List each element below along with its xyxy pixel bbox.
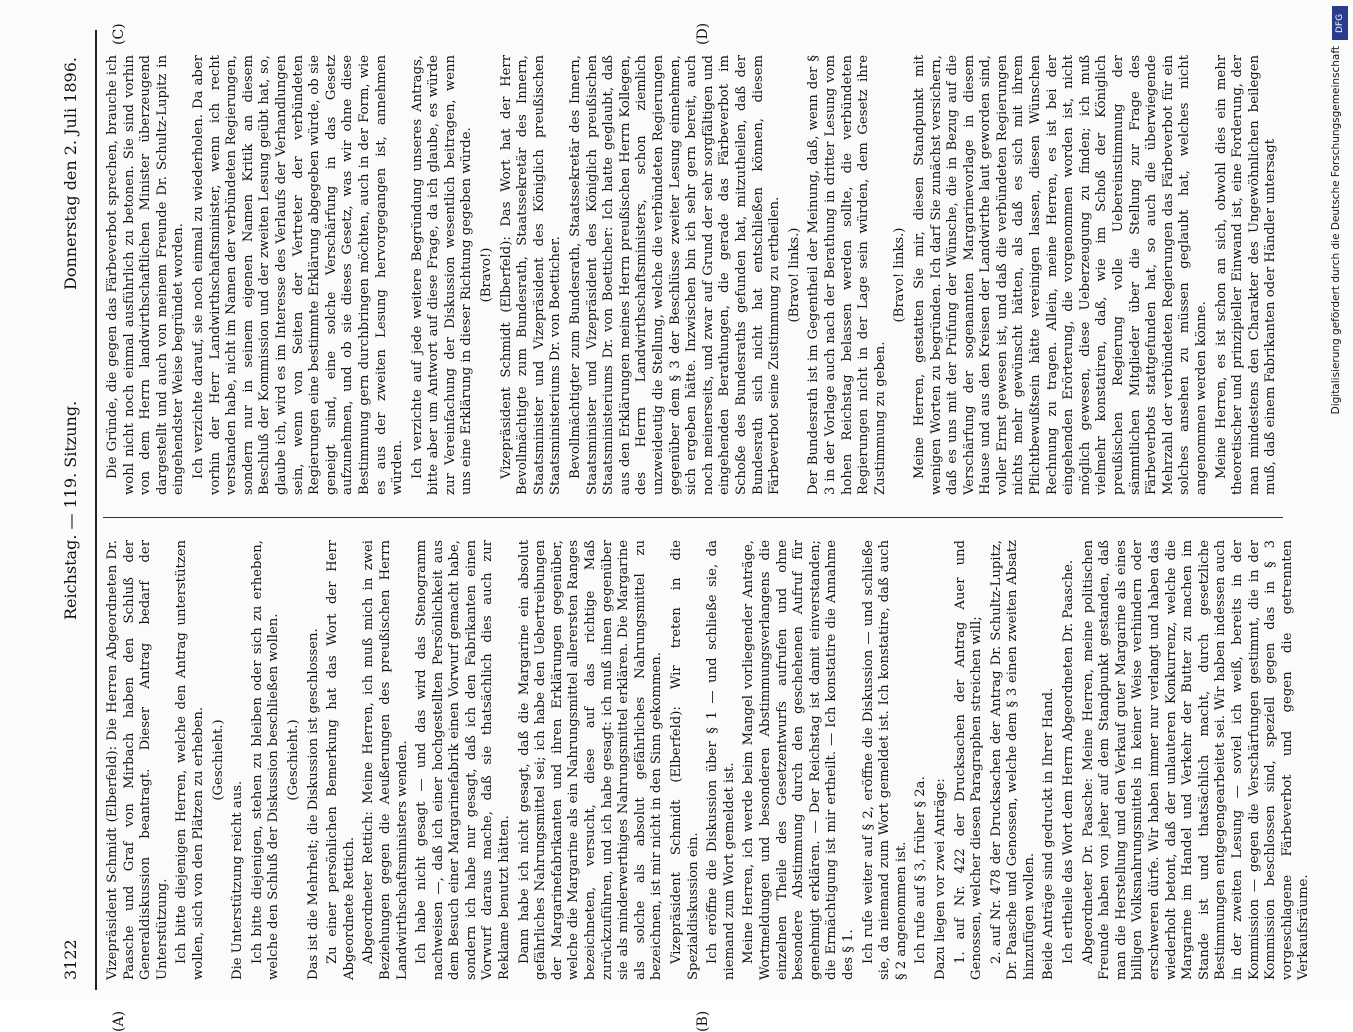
paragraph: Beide Anträge sind gedruckt in Ihrer Hand. — [1041, 687, 1057, 980]
paragraph: Ich ertheile das Wort dem Herrn Abgeordneten Dr. Paasche. — [1061, 559, 1077, 964]
paragraph: Ich rufe auf § 3, früher § 2a. — [913, 776, 929, 964]
stage-direction: (Geschieht.) — [210, 719, 226, 801]
paragraph: Meine Herren, es ist schon an sich, obwohl dies ein mehr theoretischer und prinzipieller Einwand ist, eine Forderung, der man mindestens den Charakter des Ungewöhnlichen beilegen muß, daß einem Fabrikanten oder Händler untersagt — [1213, 55, 1279, 495]
list-item: 2. auf Nr. 478 der Drucksachen der Antrag Dr. Schultz-Lupitz, Dr. Paasche und Genossen, welche dem § 3 einen zweiten Absatz hinzufügen wollen. — [988, 540, 1037, 980]
paragraph: Bevollmächtigter zum Bundesrath, Staatssekretär des Innern, Staatsminister und Vizepräsident des Königlich preußischen Staatsministeriums Dr. von Boetticher: Ich hatte geglaubt, daß aus den Erklärungen meines Herrn preußischen Herrn Kollegen, des Herrn Landwirthschaftsministers, schon ziemlich unzweideutig die Stellung, welche die verbündeten Regierungen gegenüber dem § 3 der Beschlüsse zweiter Lesung einnehmen, sich ergeben hätte. Inzwischen bin ich sehr gern bereit, auch noch meinerseits, und zwar auf Grund der sehr sorgfältigen und eingehenden Berathungen, die gerade das Färbeverbot im Schoße des Bundesraths gefunden hat, mitzutheilen, daß der Bundesrath sich nicht hat entschließen können, diesem Färbeverbot seine Zustimmung zu ertheilen. — [568, 55, 783, 495]
margin-mark-c: (C) — [111, 23, 127, 45]
paragraph: Ich bitte diejenigen, stehen zu bleiben oder sich zu erheben, welche den Schluß der Diskussion beschließen wollen. — [249, 540, 282, 980]
paragraph: Vizepräsident Schmidt (Elberfeld): Die Herren Abgeordneten Dr. Paasche und Graf von Mirbach haben den Schluß der Generaldiskussion beantragt. Dieser Antrag bedarf der Unterstützung. — [105, 540, 170, 980]
paragraph: Ich habe nicht gesagt — und das wird das Stenogramm nachweisen —, daß ich einer hochgestellten Persönlichkeit aus dem Besuch einer Margarinefabrik einen Vorwurf gemacht habe, sondern ich habe nur gesagt, daß ich den Fabrikanten einen Vorwurf daraus mache, daß sie thatsächlich dies auch zur Reklame benutzt hätten. — [414, 540, 513, 980]
dfg-logo: DFG — [1332, 6, 1348, 40]
paragraph: Das ist die Mehrheit; die Diskussion ist geschlossen. — [305, 628, 321, 980]
credit-text: Digitalisierung gefördert durch die Deutsche Forschungsgemeinschaft — [1330, 46, 1342, 415]
paragraph: Die Unterstützung reicht aus. — [230, 780, 246, 980]
header-rule — [95, 30, 97, 990]
paragraph: Dann habe ich nicht gesagt, daß die Margarine ein absolut gefährliches Nahrungsmittel sei; ich habe den Uebertreibungen der Margarinefabrikanten und ihren Erklärungen gegenüber, welche die Margarine als ein Nahrungsmittel allerersten Ranges bezeichneten, versucht, diese auf das richtige Maß zurückzuführen, und ich habe gesagt: ich muß ihnen gegenüber sie als minderwerthiges Nahrungsmittel erklären. Die Margarine als solche als absolut gefährliches Nahrungsmittel zu bezeichnen, ist mir nicht in den Sinn gekommen. — [516, 540, 665, 980]
paragraph: Ich bitte diejenigen Herren, welche den Antrag unterstützen wollen, sich von den Plätzen zu erheben. — [174, 540, 206, 980]
margin-mark-a: (A) — [111, 1010, 127, 1032]
stage-direction: (Bravo! links.) — [786, 227, 802, 323]
paragraph: Vizepräsident Schmidt (Elberfeld): Wir treten in die Spezialdiskussion ein. — [669, 540, 701, 980]
paragraph: Meine Herren, ich werde beim Mangel vorliegender Anträge, Wortmeldungen und besonderen Abstimmungsverlangens die einzelnen Theile des Gesetzentwurfs aufrufen und ohne besondere Abstimmung durch den geschehenen Aufruf für genehmigt erklären. — Der Reichstag ist damit einverstanden; die Ermächtigung ist mir ertheilt. — Ich konstatire die Annahme des § 1. — [741, 540, 856, 980]
stage-direction: (Bravo!) — [479, 247, 495, 303]
paragraph: Abgeordneter Dr. Paasche: Meine Herren, meine politischen Freunde haben von jeher auf dem Standpunkt gestanden, daß man die Herstellung und den Verkauf guter Margarine als eines billigen Volksnahrungsmittels in keiner Weise verhindern oder erschweren dürfe. Wir haben immer nur verlangt und haben das wiederholt betont, daß der unlauteren Konkurrenz, welche die Margarine im Handel und Verkehr der Butter zu machen im Stande ist und thatsächlich macht, durch gesetzliche Bestimmungen entgegengearbeitet sei. Wir haben indessen auch in der zweiten Lesung — soviel ich weiß, bereits in der Kommission — gegen die Verschärfungen gestimmt, die in der Kommission beschlossen sind, speziell gegen das in § 3 vorgeschlagene Färbeverbot und gegen die getrennten Verkaufsräume. — [1080, 540, 1312, 980]
paragraph: Dazu liegen vor zwei Anträge: — [932, 778, 948, 980]
running-header — [55, 20, 91, 1000]
paragraph: Ich eröffne die Diskussion über § 1 — und schließe sie, da niemand zum Wort gemeldet ist. — [705, 540, 737, 980]
right-column — [105, 55, 1285, 495]
paragraph: Ich verzichte auf jede weitere Begründung unseres Antrags, bitte aber um Antwort auf diese Frage, da ich glaube, es würde zur Vereinfachung der Diskussion wesentlich beitragen, wenn uns eine Erklärung in dieser Richtung gegeben würde. — [409, 55, 475, 495]
margin-mark-b: (B) — [695, 1010, 711, 1032]
paragraph: Ich rufe weiter auf § 2, eröffne die Diskussion — und schließe sie, da niemand zum Wort gemeldet ist. Ich konstatire, daß auch § 2 angenommen ist. — [860, 540, 909, 980]
paragraph: Der Bundesrath ist im Gegentheil der Meinung, daß, wenn der § 3 in der Vorlage auch nach der Berathung in dritter Lesung vom hohen Reichstag belassen werden sollte, die verbündeten Regierungen nicht in der Lage sein würden, dem Gesetz ihre Zustimmung zu geben. — [806, 55, 888, 495]
session-title: Reichstag. — 119. Sitzung. — [61, 400, 80, 620]
page-number: 3122 — [61, 939, 80, 980]
column-separator — [103, 517, 1283, 518]
paragraph: Die Gründe, die gegen das Färbeverbot sprechen, brauche ich wohl nicht noch einmal ausführlich zu betonen. Sie sind vorhin von dem Herrn landwirthschaftlichen Minister überzeugend dargestellt und auch von meinem Freunde Dr. Schultz-Lupitz in eingehendster Weise begründet worden. — [105, 55, 187, 495]
digitization-credit — [1330, 6, 1350, 996]
paragraph: Abgeordneter Rettich: Meine Herren, ich muß mich in zwei Beziehungen gegen die Aeußerungen des preußischen Herrn Landwirthschaftsministers wenden. — [361, 540, 410, 980]
stage-direction: (Bravo! links.) — [892, 227, 908, 323]
list-item: 1. auf Nr. 422 der Drucksachen der Antrag Auer und Genossen, welcher diesen Paragraphen streichen will; — [952, 540, 985, 980]
left-column — [105, 540, 1312, 980]
rotated-sheet — [55, 20, 1312, 1032]
paragraph: Ich verzichte darauf, sie noch einmal zu wiederholen. Da aber vorhin der Herr Landwirthschaftsminister, wenn ich recht verstanden habe, nicht im Namen der verbündeten Regierungen, sondern nur in seinem eigenen Namen Kritik an diesem Beschluß der Kommission und der zweiten Lesung geübt hat, so, glaube ich, wird es im Interesse des Verlaufs der Verhandlungen sein, wenn von Seiten der Vertreter der verbündeten Regierungen eine bestimmte Erklärung abgegeben würde, ob sie geneigt sind, eine solche Verschärfung in das Gesetz aufzunehmen, und ob sie dieses Gesetz, was wir ohne diese Bestimmung gern durchbringen möchten, auch in der Form, wie es aus der zweiten Lesung hervorgegangen ist, annehmen würden. — [190, 55, 406, 495]
paragraph: Vizepräsident Schmidt (Elberfeld): Das Wort hat der Herr Bevollmächtigte zum Bundesrath, Staatssekretär des Innern, Staatsminister und Vizepräsident des Königlich preußischen Staatsministeriums Dr. von Boetticher. — [498, 55, 564, 495]
session-date: Donnerstag den 2. Juli 1896. — [61, 57, 80, 290]
stage-direction: (Geschieht.) — [285, 719, 301, 801]
paragraph: Zu einer persönlichen Bemerkung hat das Wort der Herr Abgeordnete Rettich. — [325, 540, 357, 980]
margin-mark-d: (D) — [695, 22, 711, 45]
paragraph: Meine Herren, gestatten Sie mir, diesen Standpunkt mit wenigen Worten zu begründen. Ich darf Sie zunächst versichern, daß es uns mit der Prüfung der Wünsche, die in Bezug auf die Verschärfung der sogenannten Margarinevorlage in diesem Hause und aus den Kreisen der Landwirthe laut geworden sind, voller Ernst gewesen ist, und daß die verbündeten Regierungen nichts mehr gewünscht hätten, als daß es sich mit ihrem Pflichtbewußtsein hätte vereinigen lassen, diesen Wünschen Rechnung zu tragen. Allein, meine Herren, es ist bei der eingehenden Erörterung, die vorgenommen worden ist, nicht möglich gewesen, diese Ueberzeugung zu finden; ich muß vielmehr konstatiren, daß, wie im Schoß der Königlich preußischen Regierung volle Uebereinstimmung der sämmtlichen Mitglieder über die Stellung zur Frage des Färbeverbots stattgefunden hat, so auch die überwiegende Mehrzahl der verbündeten Regierungen das Färbeverbot für ein solches ansehen zu müssen geglaubt hat, welches nicht angenommen werden könne. — [911, 55, 1209, 495]
